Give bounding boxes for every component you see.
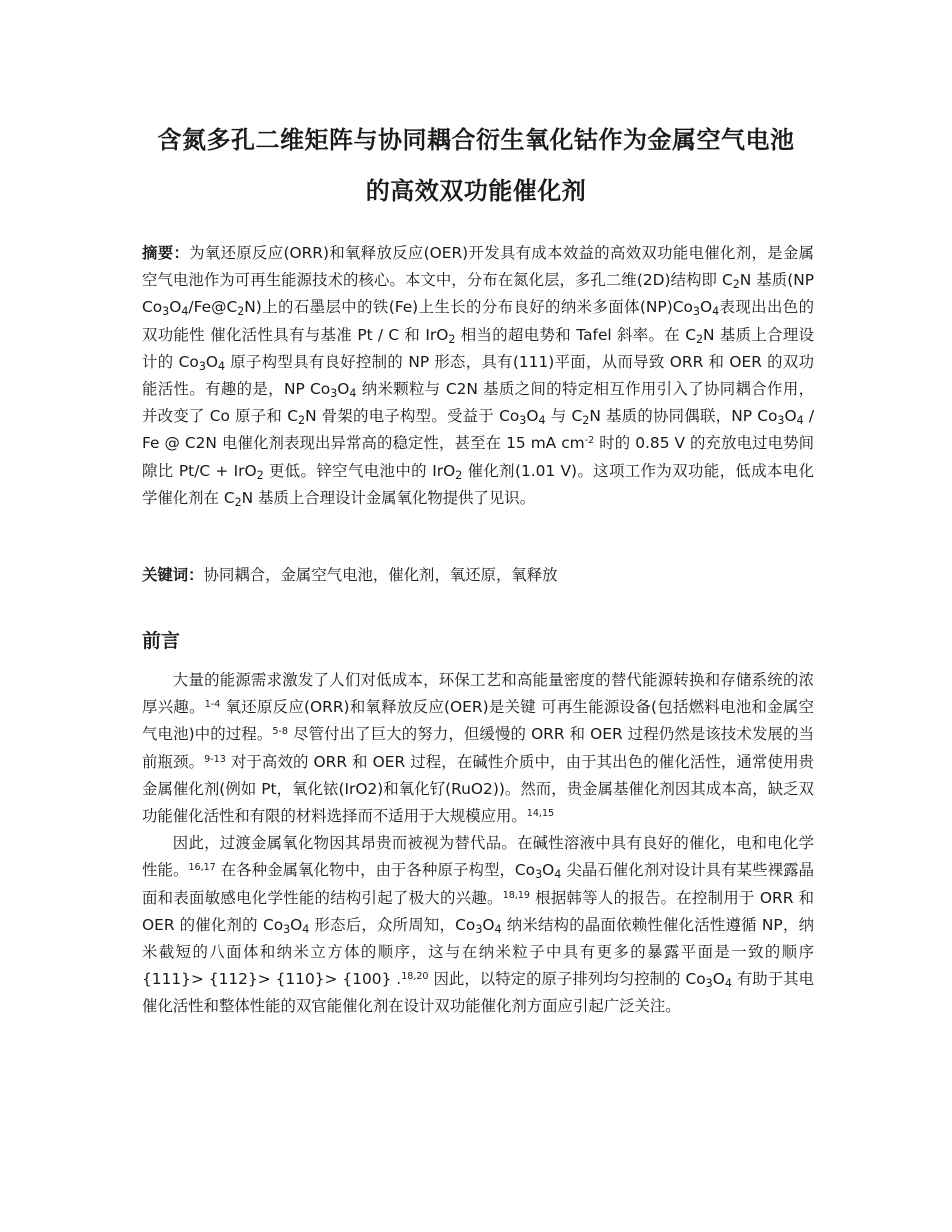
subscript: 4 bbox=[538, 413, 546, 427]
subscript: 2 bbox=[582, 413, 590, 427]
subscript: 4 bbox=[712, 305, 720, 319]
section-heading-introduction: 前言 bbox=[142, 630, 181, 652]
subscript: 2 bbox=[234, 495, 242, 509]
subscript: 2 bbox=[256, 468, 264, 482]
subscript: 3 bbox=[283, 922, 291, 936]
subscript: 2 bbox=[732, 277, 740, 291]
subscript: 2 bbox=[448, 332, 456, 346]
superscript: 9-13 bbox=[204, 753, 226, 765]
subscript: 3 bbox=[519, 413, 527, 427]
title-line-2: 的高效双功能催化剂 bbox=[365, 177, 587, 205]
subscript: 3 bbox=[705, 977, 713, 990]
subscript: 4 bbox=[218, 359, 226, 373]
abstract-paragraph bbox=[142, 240, 814, 512]
superscript: 1-4 bbox=[204, 698, 221, 710]
intro-paragraph-1: 大量的能源需求激发了人们对低成本，环保工艺和高能量密度的替代能源转换和存储系统的浓厚兴趣。$^{1-4}$ 氧还原反应(ORR)和氧释放反应(OER)是关键 可再生能源设备(包括燃料电池和金属空气电池)中的过程。$^{5-8}$ 尽管付出了巨大的努力，但缓慢的 ORR 和 OER 过程仍然是该技术发展的当前瓶颈。$^{9-13}$ 对于高效的 ORR 和 OER 过程，在碱性介质中，由于其出色的催化活性，通常使用贵金属催化剂(例如 Pt，氧化铱(IrO2)和氧化钌(RuO2))。然而，贵金属基催化剂因其成本高，缺乏双功能催化活性和有限的材料选择而不适用于大规模应用。$^{14,15}$ bbox=[142, 671, 814, 826]
subscript: 3 bbox=[330, 386, 338, 400]
subscript: 4 bbox=[302, 922, 310, 936]
abstract-text: 为氧还原反应(ORR)和氧释放反应(OER)开发具有成本效益的高效双功能电催化剂，是金属空气电池作为可再生能源技术的核心。本文中，分布在氮化层，多孔二维(2D)结构即 $C_2N$ 基质(NP $Co_3O_4/Fe@C_2N$)上的石墨层中的铁(Fe)上生长的分布良好的纳米多面体$(NP)Co_3O_4$表现出出色的双功能性 催化活性具有与基准 Pt / C 和 IrO$_2$ 相当的超电势和 Tafel 斜率。在 $C_2N$ 基质上合理设计的 $Co_3O_4$ 原子构型具有良好控制的 NP 形态，具有(111)平面，从而导致 ORR 和 OER 的双功能活性。有趣的是，NP $Co_3O_4$ 纳米颗粒与 C2N 基质之间的特定相互作用引入了协同耦合作用，并改变了 Co 原子和 $C_2N$ 骨架的电子构型。受益于 $Co_3O_4$ 与 $C_2N$ 基质的协同偶联，NP $Co_3O_4$ / Fe @ C2N 电催化剂表现出异常高的稳定性，甚至在 15 mA $cm^{-2}$ 时的 0.85 V 的充放电过电势间隙比 Pt/C + IrO$_2$ 更低。锌空气电池中的 IrO$_2$ 催化剂(1.01 V)。这项工作为双功能，低成本电化学催化剂在 $C_2N$ 基质上合理设计金属氧化物提供了见识。 bbox=[142, 244, 815, 509]
subscript: 3 bbox=[162, 305, 170, 319]
superscript: 18,20 bbox=[401, 970, 429, 982]
subscript: 4 bbox=[349, 386, 357, 400]
subscript: 4 bbox=[554, 868, 562, 882]
subscript: 3 bbox=[777, 413, 785, 427]
introduction-body bbox=[142, 667, 814, 1021]
superscript: 5-8 bbox=[272, 726, 288, 738]
superscript: 14,15 bbox=[526, 807, 555, 819]
subscript: 2 bbox=[298, 413, 306, 427]
title-line-1: 含氮多孔二维矩阵与协同耦合衍生氧化钴作为金属空气电池 bbox=[157, 126, 795, 154]
subscript: 3 bbox=[475, 922, 483, 936]
subscript: 4 bbox=[796, 413, 804, 427]
keywords-text: 协同耦合，金属空气电池，催化剂，氧还原，氧释放 bbox=[203, 566, 558, 584]
superscript: -2 bbox=[584, 435, 595, 447]
subscript: 2 bbox=[455, 468, 463, 482]
subscript: 3 bbox=[692, 305, 700, 319]
subscript: 2 bbox=[695, 332, 704, 346]
intro-paragraph-2: 因此，过渡金属氧化物因其昂贵而被视为替代品。在碱性溶液中具有良好的催化，电和电化学性能。$^{16,17}$ 在各种金属氧化物中，由于各种原子构型，$Co_3O_4$ 尖晶石催化剂对设计具有某些裸露晶面和表面敏感电化学性能的结构引起了极大的兴趣。$^{18,19}$ 根据韩等人的报告。在控制用于 ORR 和 OER 的催化剂的 $Co_3O_4$ 形态后，众所周知，$Co_3O_4$ 纳米结构的晶面依赖性催化活性遵循 NP，纳米截短的八面体和纳米立方体的顺序，这与在纳米粒子中具有更多的暴露平面是一致的顺序{111}> {112}> {110}> {100} .$^{18,20}$ 因此，以特定的原子排列均匀控制的 $Co_3O_4$ 有助于其电催化活性和整体性能的双官能催化剂在设计双功能催化剂方面应引起广泛关注。 bbox=[142, 834, 814, 1016]
subscript: 4 bbox=[181, 305, 189, 319]
subscript: 3 bbox=[198, 359, 206, 373]
superscript: 18,19 bbox=[502, 889, 530, 901]
subscript: 2 bbox=[237, 305, 245, 319]
keywords-label: 关键词： bbox=[142, 566, 204, 584]
abstract-label: 摘要： bbox=[142, 244, 190, 262]
subscript: 3 bbox=[535, 868, 543, 882]
keywords-paragraph bbox=[142, 562, 814, 589]
superscript: 16,17 bbox=[188, 862, 216, 874]
subscript: 4 bbox=[724, 977, 732, 990]
subscript: 4 bbox=[494, 922, 502, 936]
